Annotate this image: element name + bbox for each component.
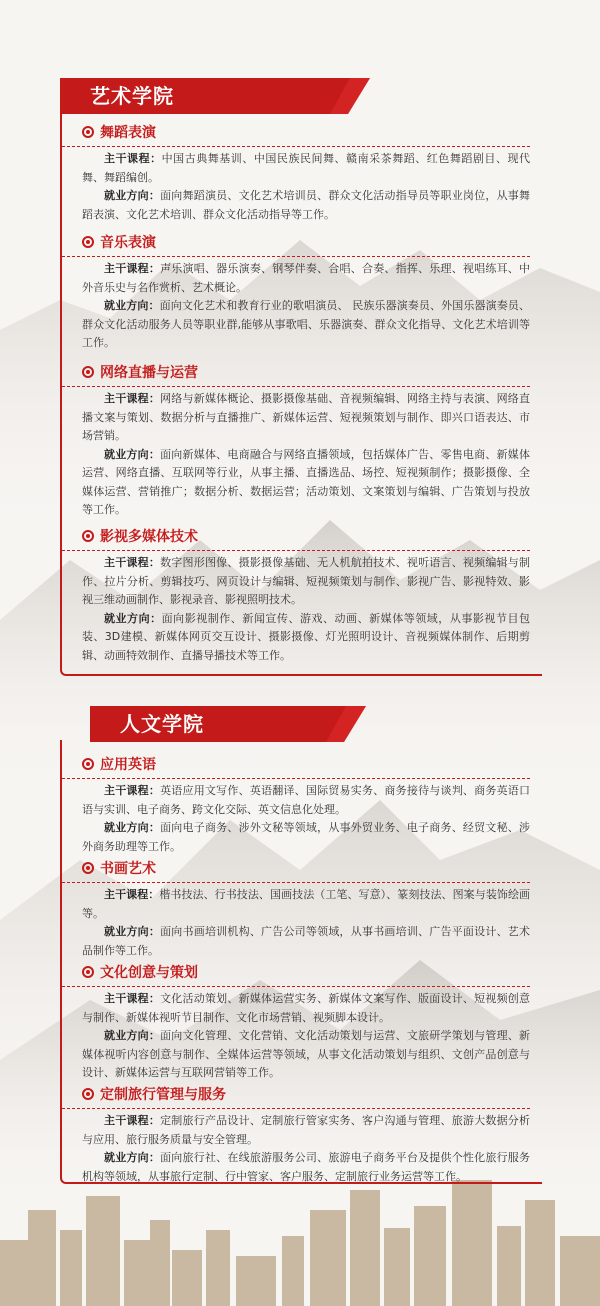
major-name: 音乐表演: [100, 235, 156, 251]
career-paragraph: 就业方向：面向书画培训机构、广告公司等领域，从事书画培训、广告平面设计、艺术品制作等工作。: [82, 925, 531, 957]
section-title: 人文学院: [120, 712, 204, 736]
major-name: 应用英语: [100, 757, 156, 773]
career-paragraph: 就业方向：面向文化艺术和教育行业的歌唱演员、 民族乐器演奏员、外国乐器演奏员、群众文化活动服务人员等职业群,能够从事歌唱、乐器演奏、群众文化指导、文化艺术培训等工作。: [82, 299, 530, 349]
course-paragraph: 主干课程：文化活动策划、新媒体运营实务、新媒体文案写作、版面设计、短视频创意与制作、新媒体视听节目制作、文化市场营销、视频脚本设计。: [82, 992, 531, 1024]
major-block: [82, 526, 530, 665]
target-bullet-icon: [82, 758, 94, 770]
target-bullet-icon: [82, 236, 94, 248]
section-panel-humanities: [60, 740, 542, 1184]
major-block: [82, 754, 530, 856]
section-banner-arts: [60, 78, 370, 114]
course-paragraph: 主干课程：数字图形图像、摄影摄像基础、无人机航拍技术、视听语言、视频编辑与制作、拉片分析、剪辑技巧、网页设计与编辑、短视频策划与制作、影视广告、影视特效、影视三维动画制作、影视录音、影视照明技术。: [82, 556, 531, 606]
major-name: 舞蹈表演: [100, 125, 156, 141]
target-bullet-icon: [82, 126, 94, 138]
major-block: [82, 1084, 530, 1186]
target-bullet-icon: [82, 862, 94, 874]
target-bullet-icon: [82, 1088, 94, 1100]
course-paragraph: 主干课程：网络与新媒体概论、摄影摄像基础、音视频编辑、网络主持与表演、网络直播文案与策划、数据分析与直播推广、新媒体运营、短视频策划与制作、即兴口语表达、市场营销。: [82, 392, 531, 442]
major-name: 网络直播与运营: [100, 365, 198, 381]
dashed-divider: [62, 986, 530, 987]
career-paragraph: 就业方向：面向影视制作、新闻宣传、游戏、动画、新媒体等领域，从事影视节目包装、3D建模、新媒体网页交互设计、摄影摄像、灯光照明设计、音视频媒体制作、后期剪辑、动画特效制作、直播导播技术等工作。: [82, 611, 530, 662]
course-paragraph: 主干课程：定制旅行产品设计、定制旅行管家实务、客户沟通与管理、旅游大数据分析与应用、旅行服务质量与安全管理。: [82, 1114, 531, 1146]
section-title: 艺术学院: [90, 84, 174, 108]
major-block: [82, 122, 530, 224]
dashed-divider: [62, 1108, 530, 1109]
section-panel-arts: [60, 112, 542, 676]
target-bullet-icon: [82, 966, 94, 978]
career-paragraph: 就业方向：面向旅行社、在线旅游服务公司、旅游电子商务平台及提供个性化旅行服务机构等领域，从事旅行定制、行中管家、客户服务、定制旅行业务运营等工作。: [82, 1151, 531, 1183]
section-banner-humanities: [90, 706, 366, 742]
course-paragraph: 主干课程：声乐演唱、器乐演奏、钢琴伴奏、合唱、合奏、指挥、乐理、视唱练耳、中外音乐史与名作赏析、艺术概论。: [82, 262, 531, 294]
major-block: [82, 962, 530, 1083]
target-bullet-icon: [82, 530, 94, 542]
dashed-divider: [62, 550, 530, 551]
course-paragraph: 主干课程：中国古典舞基训、中国民族民间舞、赣南采茶舞蹈、红色舞蹈剧目、现代舞、舞蹈编创。: [82, 152, 530, 184]
major-block: [82, 232, 530, 353]
dashed-divider: [62, 882, 530, 883]
major-block: [82, 362, 530, 520]
dashed-divider: [62, 256, 530, 257]
major-name: 书画艺术: [100, 861, 156, 877]
major-name: 文化创意与策划: [100, 965, 198, 981]
course-paragraph: 主干课程：楷书技法、行书技法、国画技法（工笔、写意）、篆刻技法、图案与装饰绘画等。: [82, 888, 531, 920]
major-block: [82, 858, 530, 960]
dashed-divider: [62, 386, 530, 387]
career-paragraph: 就业方向：面向新媒体、电商融合与网络直播领域，包括媒体广告、零售电商、新媒体运营、网络直播、互联网等行业，从事主播、直播选品、场控、短视频制作；摄影摄像、全媒体运营、营销推广；数据分析、数据运营；活动策划、文案策划与编辑、广告策划与投放等工作。: [82, 447, 531, 516]
target-bullet-icon: [82, 366, 94, 378]
course-paragraph: 主干课程：英语应用文写作、英语翻译、国际贸易实务、商务接待与谈判、商务英语口语与实训、电子商务、跨文化交际、英文信息化处理。: [82, 784, 531, 816]
major-name: 影视多媒体技术: [100, 529, 198, 545]
dashed-divider: [62, 146, 530, 147]
dashed-divider: [62, 778, 530, 779]
major-name: 定制旅行管理与服务: [100, 1087, 226, 1103]
career-paragraph: 就业方向：面向舞蹈演员、文化艺术培训员、群众文化活动指导员等职业岗位，从事舞蹈表演、文化艺术培训、群众文化活动指导等工作。: [82, 189, 531, 221]
career-paragraph: 就业方向：面向文化管理、文化营销、文化活动策划与运营、文旅研学策划与管理、新媒体视听内容创意与制作、全媒体运营等领域，从事文化活动策划与组织、文创产品创意与设计、新媒体运营与互联网营销等工作。: [82, 1029, 531, 1079]
career-paragraph: 就业方向：面向电子商务、涉外文秘等领域，从事外贸业务、电子商务、经贸文秘、涉外商务助理等工作。: [82, 821, 531, 853]
